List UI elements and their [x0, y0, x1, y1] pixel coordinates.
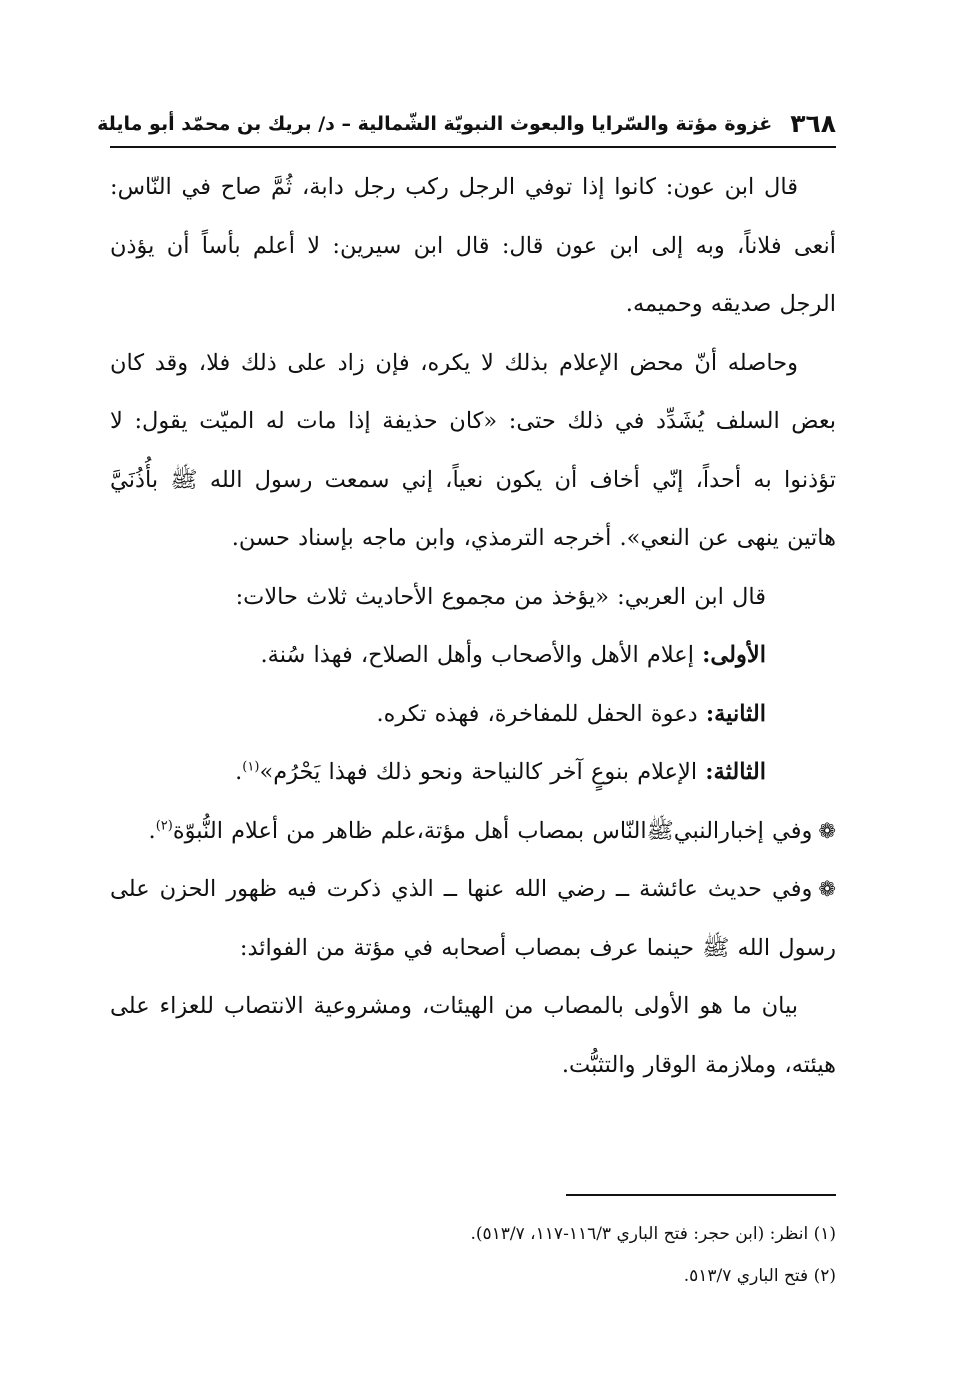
- case-third-end: .: [235, 759, 243, 785]
- page-header: [97, 88, 836, 138]
- flower-bullet-icon: ❁: [818, 818, 836, 843]
- bullet-prophecy-end: .: [148, 817, 156, 844]
- footnote-rule: [566, 1194, 836, 1196]
- footnotes: [110, 1213, 836, 1297]
- bullet-aisha: [110, 860, 836, 977]
- main-text: [110, 158, 836, 1094]
- flower-bullet-icon: ❁: [818, 877, 836, 901]
- case-second-label: الثانية:: [705, 700, 766, 727]
- footnote-ref-2: (٢): [155, 818, 173, 833]
- footnote-ref-1: (١): [242, 759, 260, 775]
- bullet-aisha-text: وفي حديث عائشة ــ رضي الله عنها ــ الذي ذكرت فيه ظهور الحزن على رسول الله ﷺ حينما عرف بمصاب أصحابه في مؤتة من الفوائد:: [110, 876, 836, 961]
- case-third: [110, 743, 836, 802]
- case-third-text: الإعلام بنوعٍ آخر كالنياحة ونحو ذلك فهذا يَحْرُم»: [259, 759, 706, 785]
- case-second: [110, 685, 836, 744]
- paragraph-ibn-arabi: قال ابن العربي: «يؤخذ من مجموع الأحاديث ثلاث حالات:: [235, 583, 766, 610]
- footnote-2: (٢) فتح الباري ٥١٣/٧.: [683, 1266, 836, 1286]
- paragraph-benefits: بيان ما هو الأولى بالمصاب من الهيئات، ومشروعية الانتصاب للعزاء على هيئته، وملازمة الوقار والتثبُّت.: [110, 993, 836, 1078]
- running-title: غزوة مؤتة والسّرايا والبعوث النبويّة الشّمالية – د/ بريك بن محمّد أبو مايلة: [97, 113, 773, 135]
- case-first: [110, 626, 836, 685]
- case-third-label: الثالثة:: [705, 759, 766, 785]
- bullet-prophecy: [110, 802, 836, 861]
- case-second-text: دعوة الحفل للمفاخرة، فهذه تكره.: [376, 700, 706, 727]
- footnote-1: (١) انظر: (ابن حجر: فتح الباري ١١٦/٣-١١٧، ٥١٣/٧).: [470, 1224, 836, 1244]
- header-rule: [110, 146, 836, 148]
- paragraph-ibn-awn: قال ابن عون: كانوا إذا توفي الرجل ركب رجل دابة، ثُمَّ صاح في النّاس: أنعى فلاناً، وبه إلى ابن عون قال: قال ابن سيرين: لا أعلم بأساً أن يؤذن الرجل صديقه وحميمه.: [110, 174, 836, 317]
- case-first-text: إعلام الأهل والأصحاب وأهل الصلاح، فهذا سُنة.: [260, 642, 703, 668]
- paragraph-hudhayfa: وحاصله أنّ محض الإعلام بذلك لا يكره، فإن زاد على ذلك فلا، وقد كان بعض السلف يُشَدِّد في ذلك حتى: «كان حذيفة إذا مات له الميّت يقول: لا تؤذنوا به أحداً، إنّي أخاف أن يكون نعياً، إني سمعت رسول الله ﷺ بأُذُنَيَّ هاتين ينهى عن النعي». أخرجه الترمذي، وابن ماجه بإسناد حسن.: [110, 349, 836, 551]
- bullet-prophecy-text: وفي إخبارالنبيﷺالنّاس بمصاب أهل مؤتة،علم ظاهر من أعلام النُّبوّة: [172, 817, 813, 844]
- page-number: ٣٦٨: [790, 109, 836, 138]
- case-first-label: الأولى:: [702, 642, 766, 668]
